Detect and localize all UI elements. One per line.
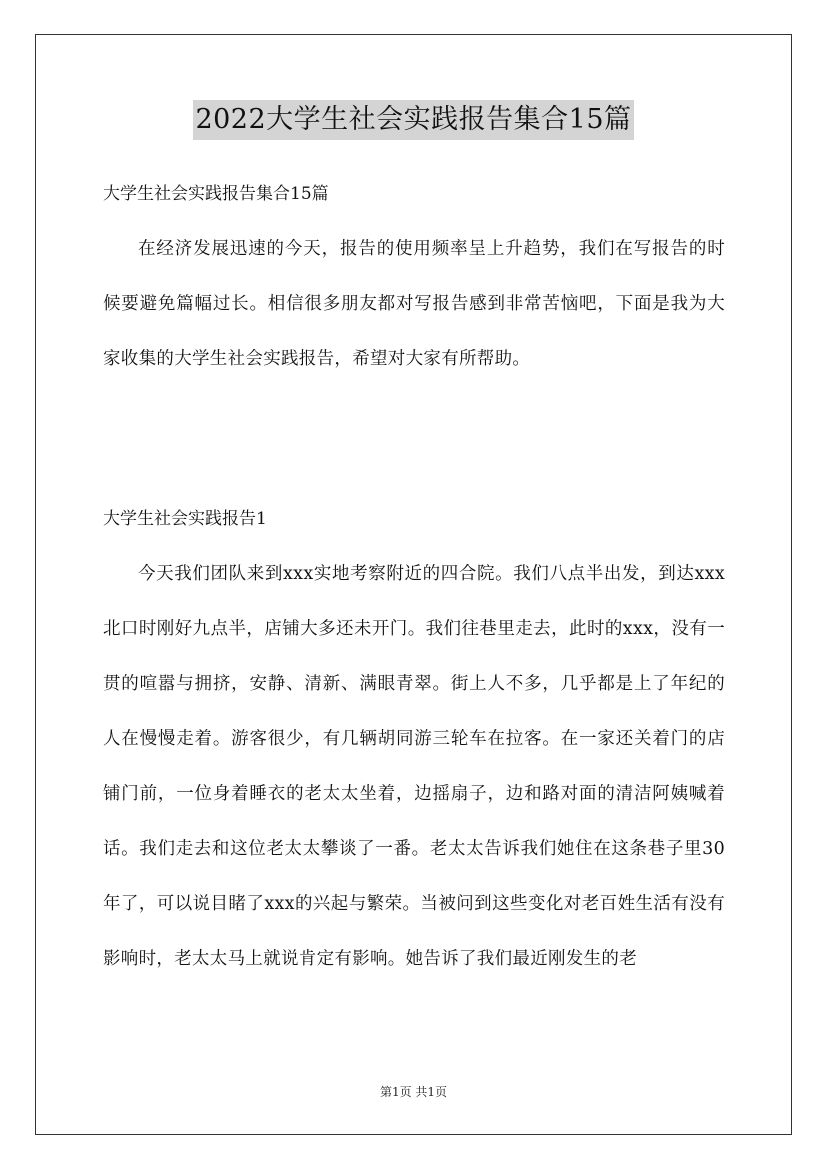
page-footer: 第1页 共1页 bbox=[379, 1085, 448, 1099]
title-container bbox=[0, 100, 827, 140]
report-paragraph: 今天我们团队来到xxx实地考察附近的四合院。我们八点半出发，到达xxx北口时刚好九点半，店铺大多还未开门。我们往巷里走去，此时的xxx，没有一贯的喧嚣与拥挤，安静、清新、满眼青翠。街上人不多，几乎都是上了年纪的人在慢慢走着。游客很少，有几辆胡同游三轮车在拉客。在一家还关着门的店铺门前，一位身着睡衣的老太太坐着，边摇扇子，边和路对面的清洁阿姨喊着话。我们走去和这位老太太攀谈了一番。老太太告诉我们她住在这条巷子里30年了，可以说目睹了xxx的兴起与繁荣。当被问到这些变化对老百姓生活有没有影响时，老太太马上就说肯定有影响。她告诉了我们最近刚发生的老 bbox=[103, 564, 725, 969]
intro-paragraph: 在经济发展迅速的今天，报告的使用频率呈上升趋势，我们在写报告的时候要避免篇幅过长。相信很多朋友都对写报告感到非常苦恼吧，下面是我为大家收集的大学生社会实践报告，希望对大家有所帮助。 bbox=[103, 239, 725, 369]
section-heading: 大学生社会实践报告1 bbox=[103, 509, 267, 529]
document-subtitle: 大学生社会实践报告集合15篇 bbox=[103, 184, 329, 204]
document-title: 2022大学生社会实践报告集合15篇 bbox=[193, 100, 633, 140]
